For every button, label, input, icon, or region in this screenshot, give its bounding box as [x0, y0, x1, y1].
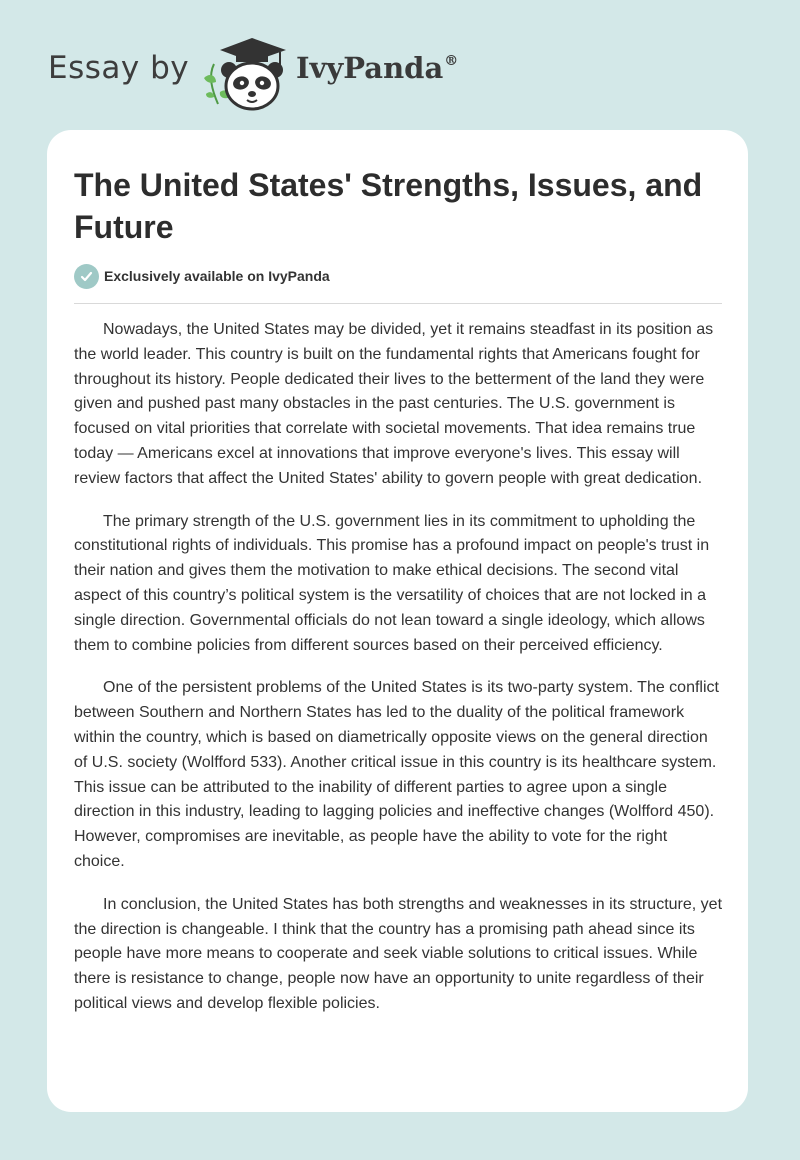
paragraph: One of the persistent problems of the United States is its two-party system. The conflict between Southern and Northern States has led to the duality of the political framework within the country, which is based on diametrically opposite views on the general direction of U.S. society (Wolfford 533). Another critical issue in this country is its healthcare system. This issue can be attributed to the inability of different parties to agree upon a single direction in this industry, leading to lagging policies and ineffective changes (Wolfford 450). However, compromises are inevitable, as people have the ability to vote for the right choice. [74, 679, 719, 870]
brand-name[interactable] [296, 51, 458, 85]
registered-mark: ® [444, 53, 459, 70]
paragraph: The primary strength of the U.S. government lies in its commitment to upholding the constitutional rights of individuals. This promise has a profound impact on people's trust in their nation and gives them the motivation to make ethical decisions. The second vital aspect of this country’s political system is the versatility of choices that are not locked in a single direction. Governmental officials do not lean toward a single ideology, which allows them to combine policies from different sources based on their perceived efficiency. [74, 512, 710, 654]
brand-text: IvyPanda [296, 51, 444, 85]
paragraph: Nowadays, the United States may be divided, yet it remains steadfast in its position as the world leader. This country is built on the fundamental rights that Americans fought for throughout its history. People dedicated their lives to the betterment of the land they were given and pushed past many obstacles in the past centuries. The U.S. government is focused on vital priorities that correlate with societal movements. That idea remains true today — Americans excel at innovations that improve everyone's lives. This essay will review factors that affect the United States' ability to govern people with great dedication. [74, 321, 714, 487]
essay-card [47, 130, 748, 1112]
check-icon [74, 264, 99, 289]
essay-by-label: Essay by [48, 50, 190, 86]
paragraph: In conclusion, the United States has both strengths and weaknesses in its structure, yet the direction is changeable. I think that the country has a promising path ahead since its people have more means to cooperate and seek viable solutions to critical issues. While there is resistance to change, people now have an opportunity to unite regardless of their political views and develop flexible policies. [74, 895, 723, 1012]
essay-body [74, 318, 722, 1035]
site-header [0, 0, 800, 130]
exclusive-label: Exclusively available on IvyPanda [104, 268, 330, 284]
panda-graduate-icon[interactable] [198, 34, 292, 112]
divider [74, 303, 722, 304]
exclusive-badge [74, 263, 330, 289]
page-title: The United States' Strengths, Issues, and Future [74, 167, 703, 245]
